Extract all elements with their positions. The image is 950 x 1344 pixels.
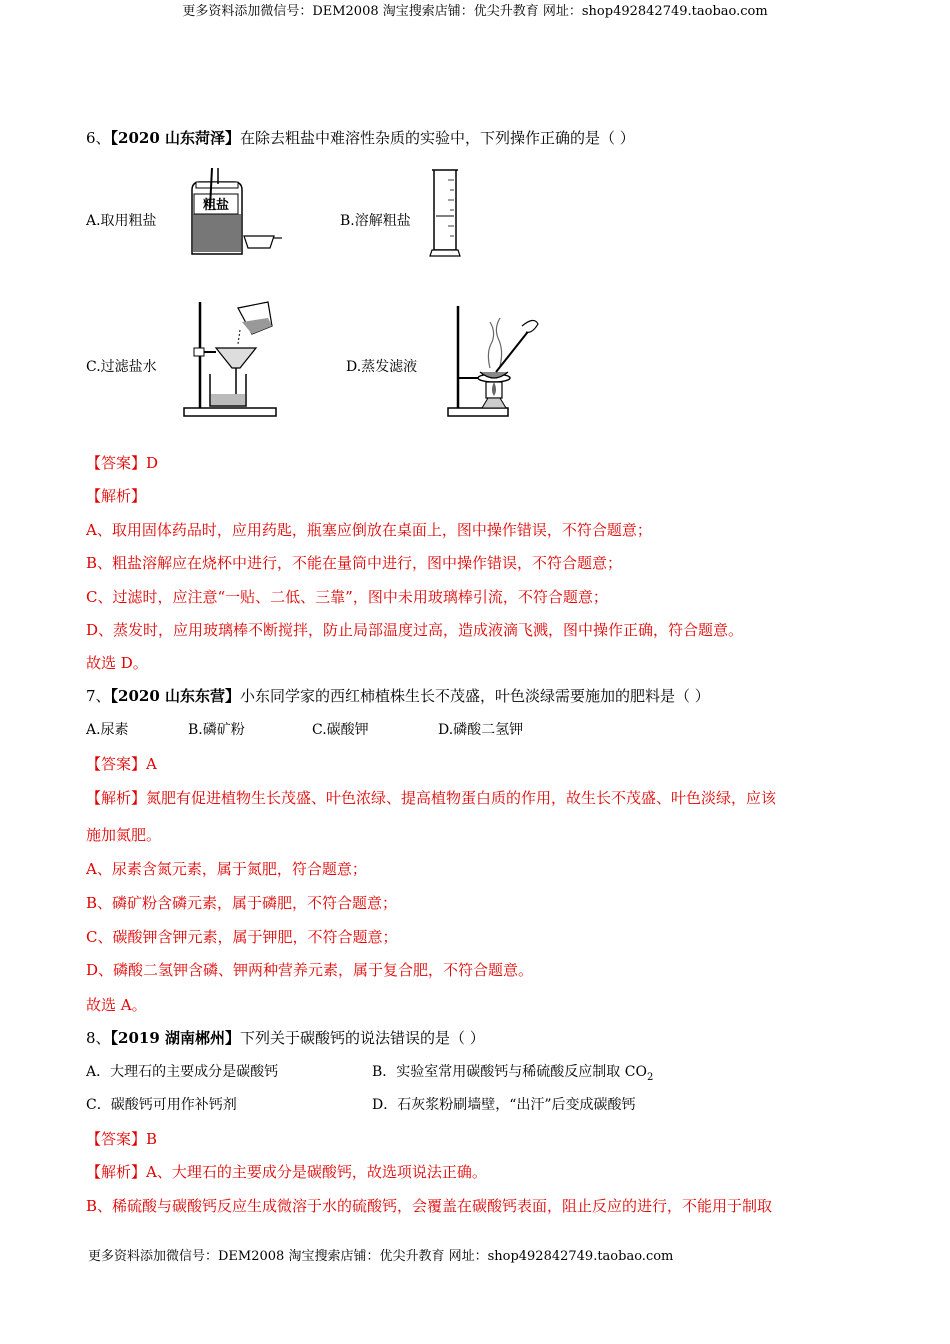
- question-text: 在除去粗盐中难溶性杂质的实验中，下列操作正确的是（ ）: [240, 129, 635, 147]
- analysis-label: 【解析】: [86, 789, 147, 807]
- answer-label: 【答案】: [86, 1130, 147, 1148]
- analysis-line: D、磷酸二氢钾含磷、钾两种营养元素，属于复合肥，不符合题意。: [86, 961, 534, 979]
- question-8-stem: [86, 1028, 485, 1048]
- figure-filtration: [180, 296, 284, 420]
- analysis-line: A、尿素含氮元素，属于氮肥，符合题意；: [86, 860, 367, 878]
- option-a-label: A.取用粗盐: [86, 213, 157, 229]
- analysis-line: 施加氮肥。: [86, 826, 162, 844]
- question-7-answer: [86, 754, 157, 774]
- question-6-analysis-label: 【解析】: [86, 487, 147, 505]
- question-8-analysis: [86, 1162, 487, 1182]
- option-d-label: D.蒸发滤液: [346, 359, 418, 375]
- question-text: 下列关于碳酸钙的说法错误的是（ ）: [240, 1029, 485, 1047]
- question-6-answer: [86, 453, 158, 473]
- answer-value: B: [146, 1130, 158, 1148]
- figure-take-salt: [182, 168, 284, 260]
- question-source: 【2019 湖南郴州】: [110, 1029, 241, 1047]
- analysis-line: D、蒸发时，应用玻璃棒不断搅拌，防止局部温度过高，造成液滴飞溅，图中操作正确，符合题意。: [86, 621, 744, 639]
- figure-graduated-cylinder: [428, 166, 464, 260]
- answer-label: 【答案】: [86, 755, 147, 773]
- page-header: 更多资料添加微信号：DEM2008 淘宝搜索店铺：优尖升教育 网址：shop492842749.taobao.com: [182, 4, 768, 19]
- option-b: B.磷矿粉: [188, 722, 245, 738]
- jar-label: 粗盐: [202, 198, 230, 213]
- analysis-text: 氮肥有促进植物生长茂盛、叶色浓绿、提高植物蛋白质的作用，故生长不茂盛、叶色淡绿，应该: [146, 789, 777, 807]
- analysis-line: C、过滤时，应注意“一贴、二低、三靠”，图中未用玻璃棒引流，不符合题意；: [86, 588, 608, 606]
- analysis-text: A、大理石的主要成分是碳酸钙，故选项说法正确。: [146, 1163, 487, 1181]
- option-c: C.碳酸钾: [312, 722, 369, 738]
- subscript-2: 2: [646, 1071, 654, 1083]
- question-7-analysis: [86, 788, 776, 808]
- question-number: 8、: [86, 1029, 111, 1047]
- option-c: C．碳酸钙可用作补钙剂: [86, 1097, 237, 1113]
- analysis-conclusion: 故选 D。: [86, 654, 148, 672]
- question-number: 7、: [86, 687, 111, 705]
- option-c-label: C.过滤盐水: [86, 359, 157, 375]
- option-a: A．大理石的主要成分是碳酸钙: [86, 1064, 279, 1080]
- question-number: 6、: [86, 129, 111, 147]
- answer-value: A: [146, 755, 157, 773]
- question-source: 【2020 山东东营】: [110, 687, 241, 705]
- question-text: 小东同学家的西红柿植株生长不茂盛，叶色淡绿需要施加的肥料是（ ）: [240, 687, 710, 705]
- answer-value: D: [146, 454, 159, 472]
- analysis-line: C、碳酸钾含钾元素，属于钾肥，不符合题意；: [86, 928, 398, 946]
- analysis-line: B、稀硫酸与碳酸钙反应生成微溶于水的硫酸钙，会覆盖在碳酸钙表面，阻止反应的进行，不能用于制取: [86, 1197, 773, 1215]
- question-7-stem: [86, 686, 710, 706]
- analysis-line: A、取用固体药品时，应用药匙，瓶塞应倒放在桌面上，图中操作错误，不符合题意；: [86, 521, 652, 539]
- analysis-line: B、磷矿粉含磷元素，属于磷肥，不符合题意；: [86, 894, 398, 912]
- question-6-stem: [86, 128, 635, 148]
- question-8-answer: [86, 1129, 157, 1149]
- page-footer: 更多资料添加微信号：DEM2008 淘宝搜索店铺：优尖升教育 网址：shop492842749.taobao.com: [88, 1249, 674, 1264]
- option-b-label: B.溶解粗盐: [340, 213, 411, 229]
- answer-label: 【答案】: [86, 454, 147, 472]
- option-d: D．石灰浆粉刷墙壁，“出汗”后变成碳酸钙: [372, 1097, 636, 1113]
- analysis-label: 【解析】: [86, 1163, 147, 1181]
- figure-evaporation: [442, 302, 542, 420]
- analysis-conclusion: 故选 A。: [86, 996, 147, 1014]
- option-d: D.磷酸二氢钾: [438, 722, 524, 738]
- analysis-line: B、粗盐溶解应在烧杯中进行，不能在量筒中进行，图中操作错误，不符合题意；: [86, 554, 623, 572]
- option-a: A.尿素: [86, 722, 129, 738]
- question-source: 【2020 山东菏泽】: [110, 129, 241, 147]
- option-b: B．实验室常用碳酸钙与稀硫酸反应制取 $CO_2$: [372, 1064, 654, 1083]
